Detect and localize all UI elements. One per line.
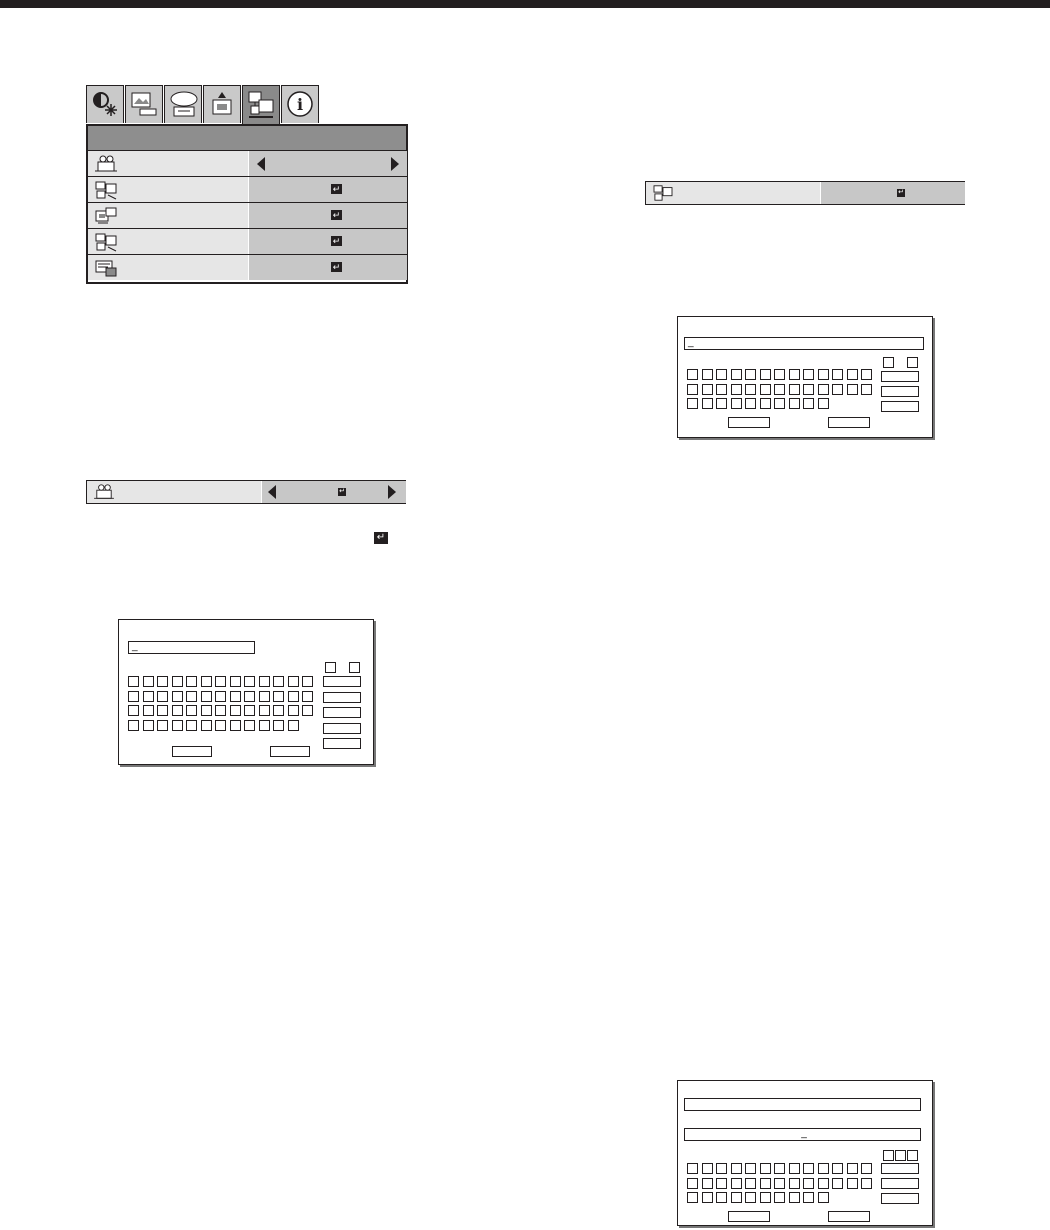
key[interactable]: [687, 1178, 698, 1189]
key[interactable]: [760, 369, 771, 380]
key[interactable]: [215, 676, 226, 687]
toggle-key[interactable]: [349, 662, 360, 673]
key[interactable]: [128, 705, 139, 716]
key[interactable]: [760, 384, 771, 395]
key[interactable]: [861, 369, 872, 380]
toggle-key[interactable]: [895, 1150, 906, 1161]
ok-button[interactable]: [172, 746, 212, 757]
key[interactable]: [832, 1163, 843, 1174]
network-config-icon: [94, 232, 118, 252]
enter-icon: ↵: [332, 184, 341, 194]
key[interactable]: [215, 691, 226, 702]
key[interactable]: [201, 720, 212, 731]
function-key[interactable]: [881, 1163, 919, 1174]
key[interactable]: [128, 691, 139, 702]
key[interactable]: [201, 691, 212, 702]
function-key[interactable]: [881, 1193, 919, 1204]
key[interactable]: [760, 398, 771, 409]
key[interactable]: [687, 1163, 698, 1174]
menu-row-label-area: [88, 255, 248, 280]
key[interactable]: [273, 676, 284, 687]
key[interactable]: [143, 720, 154, 731]
key[interactable]: [215, 720, 226, 731]
tab-network[interactable]: [242, 85, 280, 125]
key[interactable]: [774, 1178, 785, 1189]
tab-picture[interactable]: [86, 85, 124, 123]
keyboard-right-top: [677, 316, 933, 438]
key[interactable]: [745, 1178, 756, 1189]
key[interactable]: [259, 720, 270, 731]
cancel-button[interactable]: [828, 1211, 870, 1222]
menu-row-enter[interactable]: [248, 177, 407, 202]
enter-icon: ↵: [332, 210, 341, 220]
function-key[interactable]: [323, 723, 361, 734]
key[interactable]: [288, 691, 299, 702]
enter-icon: ↵: [332, 262, 341, 272]
key[interactable]: [716, 1192, 727, 1203]
menu-row-network-config-1[interactable]: [88, 177, 406, 203]
key[interactable]: [288, 705, 299, 716]
key[interactable]: [230, 720, 241, 731]
key[interactable]: [157, 691, 168, 702]
menu-row-enter[interactable]: [248, 203, 407, 228]
key[interactable]: [702, 369, 713, 380]
toggle-key[interactable]: [883, 1150, 894, 1161]
key[interactable]: [230, 705, 241, 716]
key[interactable]: [803, 1178, 814, 1189]
text-input-second[interactable]: _: [684, 1128, 921, 1141]
key[interactable]: [847, 384, 858, 395]
menu-title-bar: [88, 126, 406, 151]
network-menu: [86, 85, 406, 283]
key[interactable]: [215, 705, 226, 716]
menu-body: [86, 124, 408, 284]
selector-bar[interactable]: [86, 480, 406, 504]
key[interactable]: [789, 369, 800, 380]
key[interactable]: [731, 369, 742, 380]
key[interactable]: [803, 398, 814, 409]
key[interactable]: [716, 398, 727, 409]
key[interactable]: [157, 705, 168, 716]
cancel-button[interactable]: [828, 417, 870, 428]
key[interactable]: [716, 1163, 727, 1174]
key[interactable]: [861, 1163, 872, 1174]
enter-icon: ↵: [339, 488, 345, 495]
key[interactable]: [774, 369, 785, 380]
key[interactable]: [259, 676, 270, 687]
enter-icon: ↵: [374, 532, 388, 544]
key[interactable]: [273, 720, 284, 731]
network-settings-icon: [247, 90, 275, 120]
key[interactable]: [818, 369, 829, 380]
menu-row-selector[interactable]: [248, 151, 407, 176]
key[interactable]: [687, 384, 698, 395]
function-key[interactable]: [323, 676, 361, 687]
key[interactable]: [789, 1178, 800, 1189]
function-key[interactable]: [881, 371, 919, 382]
key[interactable]: [244, 676, 255, 687]
key[interactable]: [745, 398, 756, 409]
enter-icon: ↵: [332, 236, 341, 246]
text-input[interactable]: _: [128, 641, 255, 654]
key[interactable]: [702, 1163, 713, 1174]
cancel-button[interactable]: [270, 746, 310, 757]
menu-row-label-area: [88, 203, 248, 228]
key[interactable]: [760, 1178, 771, 1189]
menu-row-label-area: [88, 229, 248, 254]
key[interactable]: [716, 1178, 727, 1189]
key[interactable]: [172, 720, 183, 731]
key[interactable]: [172, 705, 183, 716]
ok-button[interactable]: [728, 417, 770, 428]
toggle-key[interactable]: [325, 662, 336, 673]
key[interactable]: [789, 1163, 800, 1174]
tab-information[interactable]: [281, 85, 319, 123]
key[interactable]: [244, 691, 255, 702]
key[interactable]: [702, 398, 713, 409]
key[interactable]: [847, 1163, 858, 1174]
key[interactable]: [774, 1192, 785, 1203]
tab-image[interactable]: [125, 85, 163, 123]
network-config-icon: [652, 184, 674, 202]
enter-icon: ↵: [898, 189, 904, 196]
key[interactable]: [172, 676, 183, 687]
key[interactable]: [832, 384, 843, 395]
text-input-first[interactable]: [684, 1098, 921, 1111]
function-key[interactable]: [881, 401, 919, 412]
function-key[interactable]: [881, 1178, 919, 1189]
key[interactable]: [731, 1163, 742, 1174]
key[interactable]: [731, 384, 742, 395]
tab-installation[interactable]: [203, 85, 241, 123]
keyboard-right-bottom: [677, 1080, 933, 1226]
key[interactable]: [731, 1178, 742, 1189]
key[interactable]: [803, 1192, 814, 1203]
function-key[interactable]: [323, 738, 361, 749]
key[interactable]: [259, 691, 270, 702]
key[interactable]: [302, 691, 313, 702]
key[interactable]: [702, 1192, 713, 1203]
key[interactable]: [774, 398, 785, 409]
key[interactable]: [832, 369, 843, 380]
key[interactable]: [186, 705, 197, 716]
key[interactable]: [760, 1192, 771, 1203]
key[interactable]: [157, 676, 168, 687]
key[interactable]: [818, 398, 829, 409]
key[interactable]: [128, 676, 139, 687]
key[interactable]: [186, 691, 197, 702]
information-icon: [286, 90, 316, 120]
key[interactable]: [803, 1163, 814, 1174]
keyboard-left: [118, 619, 374, 765]
menu-row-network-config-2[interactable]: [88, 229, 406, 255]
key[interactable]: [745, 1163, 756, 1174]
key[interactable]: [803, 369, 814, 380]
function-key[interactable]: [323, 707, 361, 718]
key[interactable]: [731, 398, 742, 409]
network-config-icon: [94, 180, 118, 200]
key[interactable]: [774, 384, 785, 395]
menu-row-enter[interactable]: [248, 255, 407, 280]
key[interactable]: [302, 676, 313, 687]
key[interactable]: [259, 705, 270, 716]
arrow-left-icon[interactable]: [268, 485, 276, 499]
key[interactable]: [230, 691, 241, 702]
picture-brightness-icon: [91, 90, 119, 118]
key[interactable]: [273, 705, 284, 716]
key[interactable]: [760, 1163, 771, 1174]
network-config-bar-value[interactable]: [820, 182, 965, 204]
network-device-icon: [93, 483, 115, 501]
key[interactable]: [789, 398, 800, 409]
key[interactable]: [818, 1163, 829, 1174]
toggle-key[interactable]: [907, 1150, 918, 1161]
network-monitor-icon: [94, 206, 118, 226]
menu-row-network-device[interactable]: [88, 151, 406, 177]
key[interactable]: [244, 705, 255, 716]
key[interactable]: [774, 1163, 785, 1174]
key[interactable]: [861, 384, 872, 395]
key[interactable]: [803, 384, 814, 395]
network-config-bar[interactable]: [645, 181, 965, 205]
key[interactable]: [687, 398, 698, 409]
info-tab-glyph: i: [296, 95, 304, 114]
key[interactable]: [273, 691, 284, 702]
menu-row-network-setup[interactable]: [88, 255, 406, 280]
key[interactable]: [716, 369, 727, 380]
key[interactable]: [186, 676, 197, 687]
menu-row-label-area: [88, 151, 248, 176]
key[interactable]: [818, 1178, 829, 1189]
key[interactable]: [832, 1178, 843, 1189]
key[interactable]: [745, 369, 756, 380]
network-setup-icon: [94, 258, 118, 278]
function-key[interactable]: [323, 692, 361, 703]
key[interactable]: [745, 1192, 756, 1203]
menu-row-label-area: [88, 177, 248, 202]
key[interactable]: [302, 705, 313, 716]
key[interactable]: [789, 1192, 800, 1203]
key[interactable]: [157, 720, 168, 731]
key[interactable]: [716, 384, 727, 395]
key[interactable]: [702, 1178, 713, 1189]
toggle-key[interactable]: [907, 357, 918, 368]
key[interactable]: [847, 369, 858, 380]
key[interactable]: [288, 676, 299, 687]
key[interactable]: [847, 1178, 858, 1189]
selector-bar-value[interactable]: [261, 481, 406, 503]
key[interactable]: [702, 384, 713, 395]
key[interactable]: [687, 1192, 698, 1203]
ok-button[interactable]: [728, 1211, 770, 1222]
text-input[interactable]: _: [684, 337, 924, 350]
installation-icon: [208, 90, 236, 118]
key[interactable]: [745, 384, 756, 395]
key[interactable]: [143, 676, 154, 687]
arrow-right-icon[interactable]: [388, 485, 396, 499]
key[interactable]: [861, 1178, 872, 1189]
key[interactable]: [818, 1192, 829, 1203]
key[interactable]: [789, 384, 800, 395]
key[interactable]: [288, 720, 299, 731]
function-key[interactable]: [881, 386, 919, 397]
input-signal-icon: [169, 90, 199, 118]
arrow-left-icon[interactable]: [257, 157, 265, 171]
network-device-icon: [94, 154, 118, 174]
menu-row-network-monitor[interactable]: [88, 203, 406, 229]
key[interactable]: [186, 720, 197, 731]
key[interactable]: [143, 705, 154, 716]
arrow-right-icon[interactable]: [391, 157, 399, 171]
menu-row-enter[interactable]: [248, 229, 407, 254]
key[interactable]: [818, 384, 829, 395]
page-top-rule: [0, 0, 1050, 8]
key[interactable]: [201, 705, 212, 716]
key[interactable]: [230, 676, 241, 687]
key[interactable]: [731, 1192, 742, 1203]
key[interactable]: [244, 720, 255, 731]
key[interactable]: [687, 369, 698, 380]
image-adjust-icon: [130, 90, 158, 118]
key[interactable]: [143, 691, 154, 702]
key[interactable]: [172, 691, 183, 702]
key[interactable]: [128, 720, 139, 731]
key[interactable]: [201, 676, 212, 687]
tab-signal[interactable]: [164, 85, 202, 123]
toggle-key[interactable]: [883, 357, 894, 368]
